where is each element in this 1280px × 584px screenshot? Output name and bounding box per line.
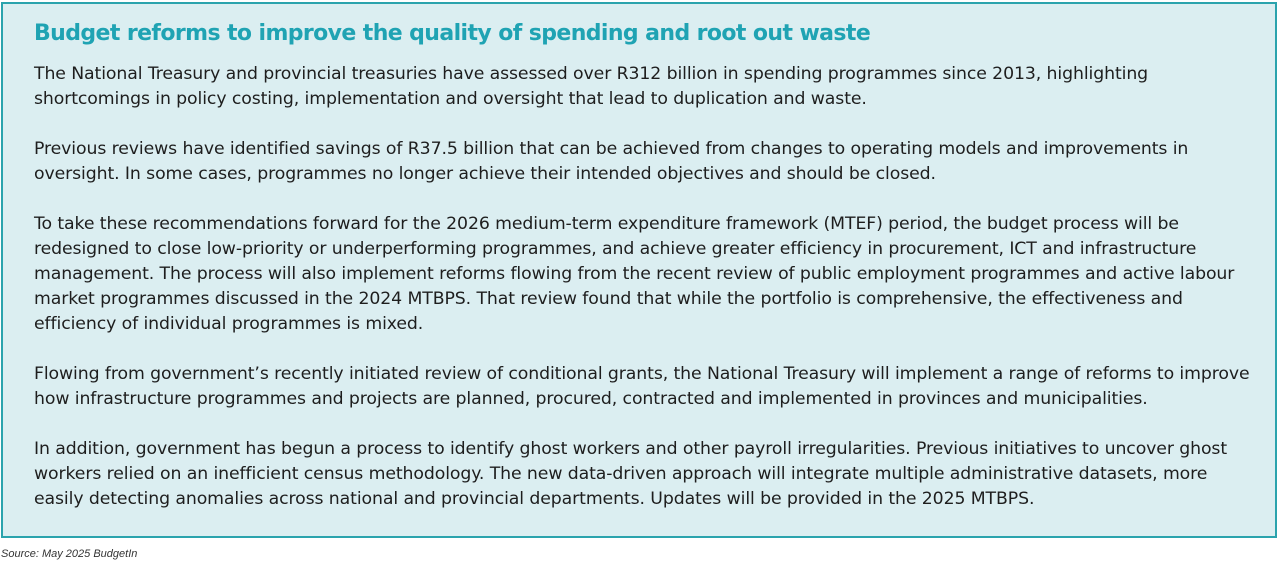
budget-reforms-box [1,2,1277,538]
box-paragraph-5: In addition, government has begun a process to identify ghost workers and other payroll irregularities. Previous initiatives to uncover ghost workers relied on an inefficient census methodology. The new data-driven approach will integrate multiple administrative datasets, more easily detecting anomalies across national and provincial departments. Updates will be provided in the 2025 MTBPS. [34,439,1228,509]
box-paragraph-2: Previous reviews have identified savings of R37.5 billion that can be achieved from changes to operating models and improvements in oversight. In some cases, programmes no longer achieve their intended objectives and should be closed. [34,139,1189,184]
box-title: Budget reforms to improve the quality of spending and root out waste [34,21,871,46]
source-note: Source: May 2025 BudgetIn [1,548,138,560]
box-paragraph-1: The National Treasury and provincial treasuries have assessed over R312 billion in spending programmes since 2013, highlighting shortcomings in policy costing, implementation and oversight that lead to duplication and waste. [34,64,1149,109]
box-paragraph-3: To take these recommendations forward for the 2026 medium-term expenditure framework (MTEF) period, the budget process will be redesigned to close low-priority or underperforming programmes, and achieve greater efficiency in procurement, ICT and infrastructure management. The process will also implement reforms flowing from the recent review of public employment programmes and active labour market programmes discussed in the 2024 MTBPS. That review found that while the portfolio is comprehensive, the effectiveness and efficiency of individual programmes is mixed. [34,214,1235,334]
box-paragraph-4: Flowing from government’s recently initiated review of conditional grants, the National Treasury will implement a range of reforms to improve how infrastructure programmes and projects are planned, procured, contracted and implemented in provinces and municipalities. [34,364,1250,409]
